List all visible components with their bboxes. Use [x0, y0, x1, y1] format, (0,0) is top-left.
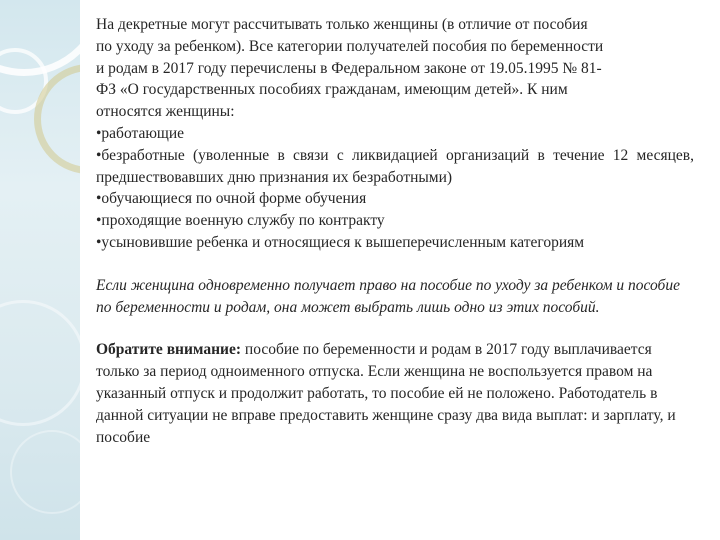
list-item: •работающие — [96, 124, 185, 142]
list-item: •обучающиеся по очной форме обучения — [96, 190, 367, 208]
spacer — [96, 254, 694, 275]
slide-text-body — [96, 14, 694, 448]
list-item: •проходящие военную службу по контракту — [96, 212, 385, 230]
intro-line: На декретные могут рассчитывать только женщины (в отличие от пособия — [96, 16, 588, 33]
attention-text: пособие по беременности и родам в 2017 году выплачивается только за период одноименного отпуска. Если женщина не воспользуется правом на указанный отпуск и продолжит работать, то пособие ей не положено. Работодатель в данной ситуации не вправе предоставить женщине сразу два вида выплат: и зарплату, и пособие — [96, 341, 676, 446]
intro-line: ФЗ «О государственных пособиях гражданам, имеющим детей». К ним — [96, 81, 568, 99]
italic-note: Если женщина одновременно получает право на пособие по уходу за ребенком и пособие по беременности и родам, она может выбрать лишь одно из этих пособий. — [96, 276, 680, 316]
decorative-ring — [10, 430, 80, 514]
intro-line: по уходу за ребенком). Все категории получателей пособия по беременности — [96, 37, 604, 55]
intro-paragraph — [96, 14, 694, 123]
intro-line: относятся женщины: — [96, 103, 235, 121]
spacer — [96, 318, 694, 339]
list-item: •безработные (уволенные в связи с ликвидацией организаций в течение 12 месяцев, предшествовавших дню признания их безработными) — [96, 146, 694, 186]
attention-label: Обратите внимание: — [96, 341, 242, 359]
decorative-side-band — [0, 0, 80, 540]
decorative-ring — [0, 300, 80, 426]
list-item: •усыновившие ребенка и относящиеся к вышеперечисленным категориям — [96, 233, 585, 251]
recipient-category-list — [96, 123, 694, 254]
intro-line: и родам в 2017 году перечислены в Федеральном законе от 19.05.1995 № 81- — [96, 59, 602, 77]
attention-paragraph — [96, 339, 694, 448]
